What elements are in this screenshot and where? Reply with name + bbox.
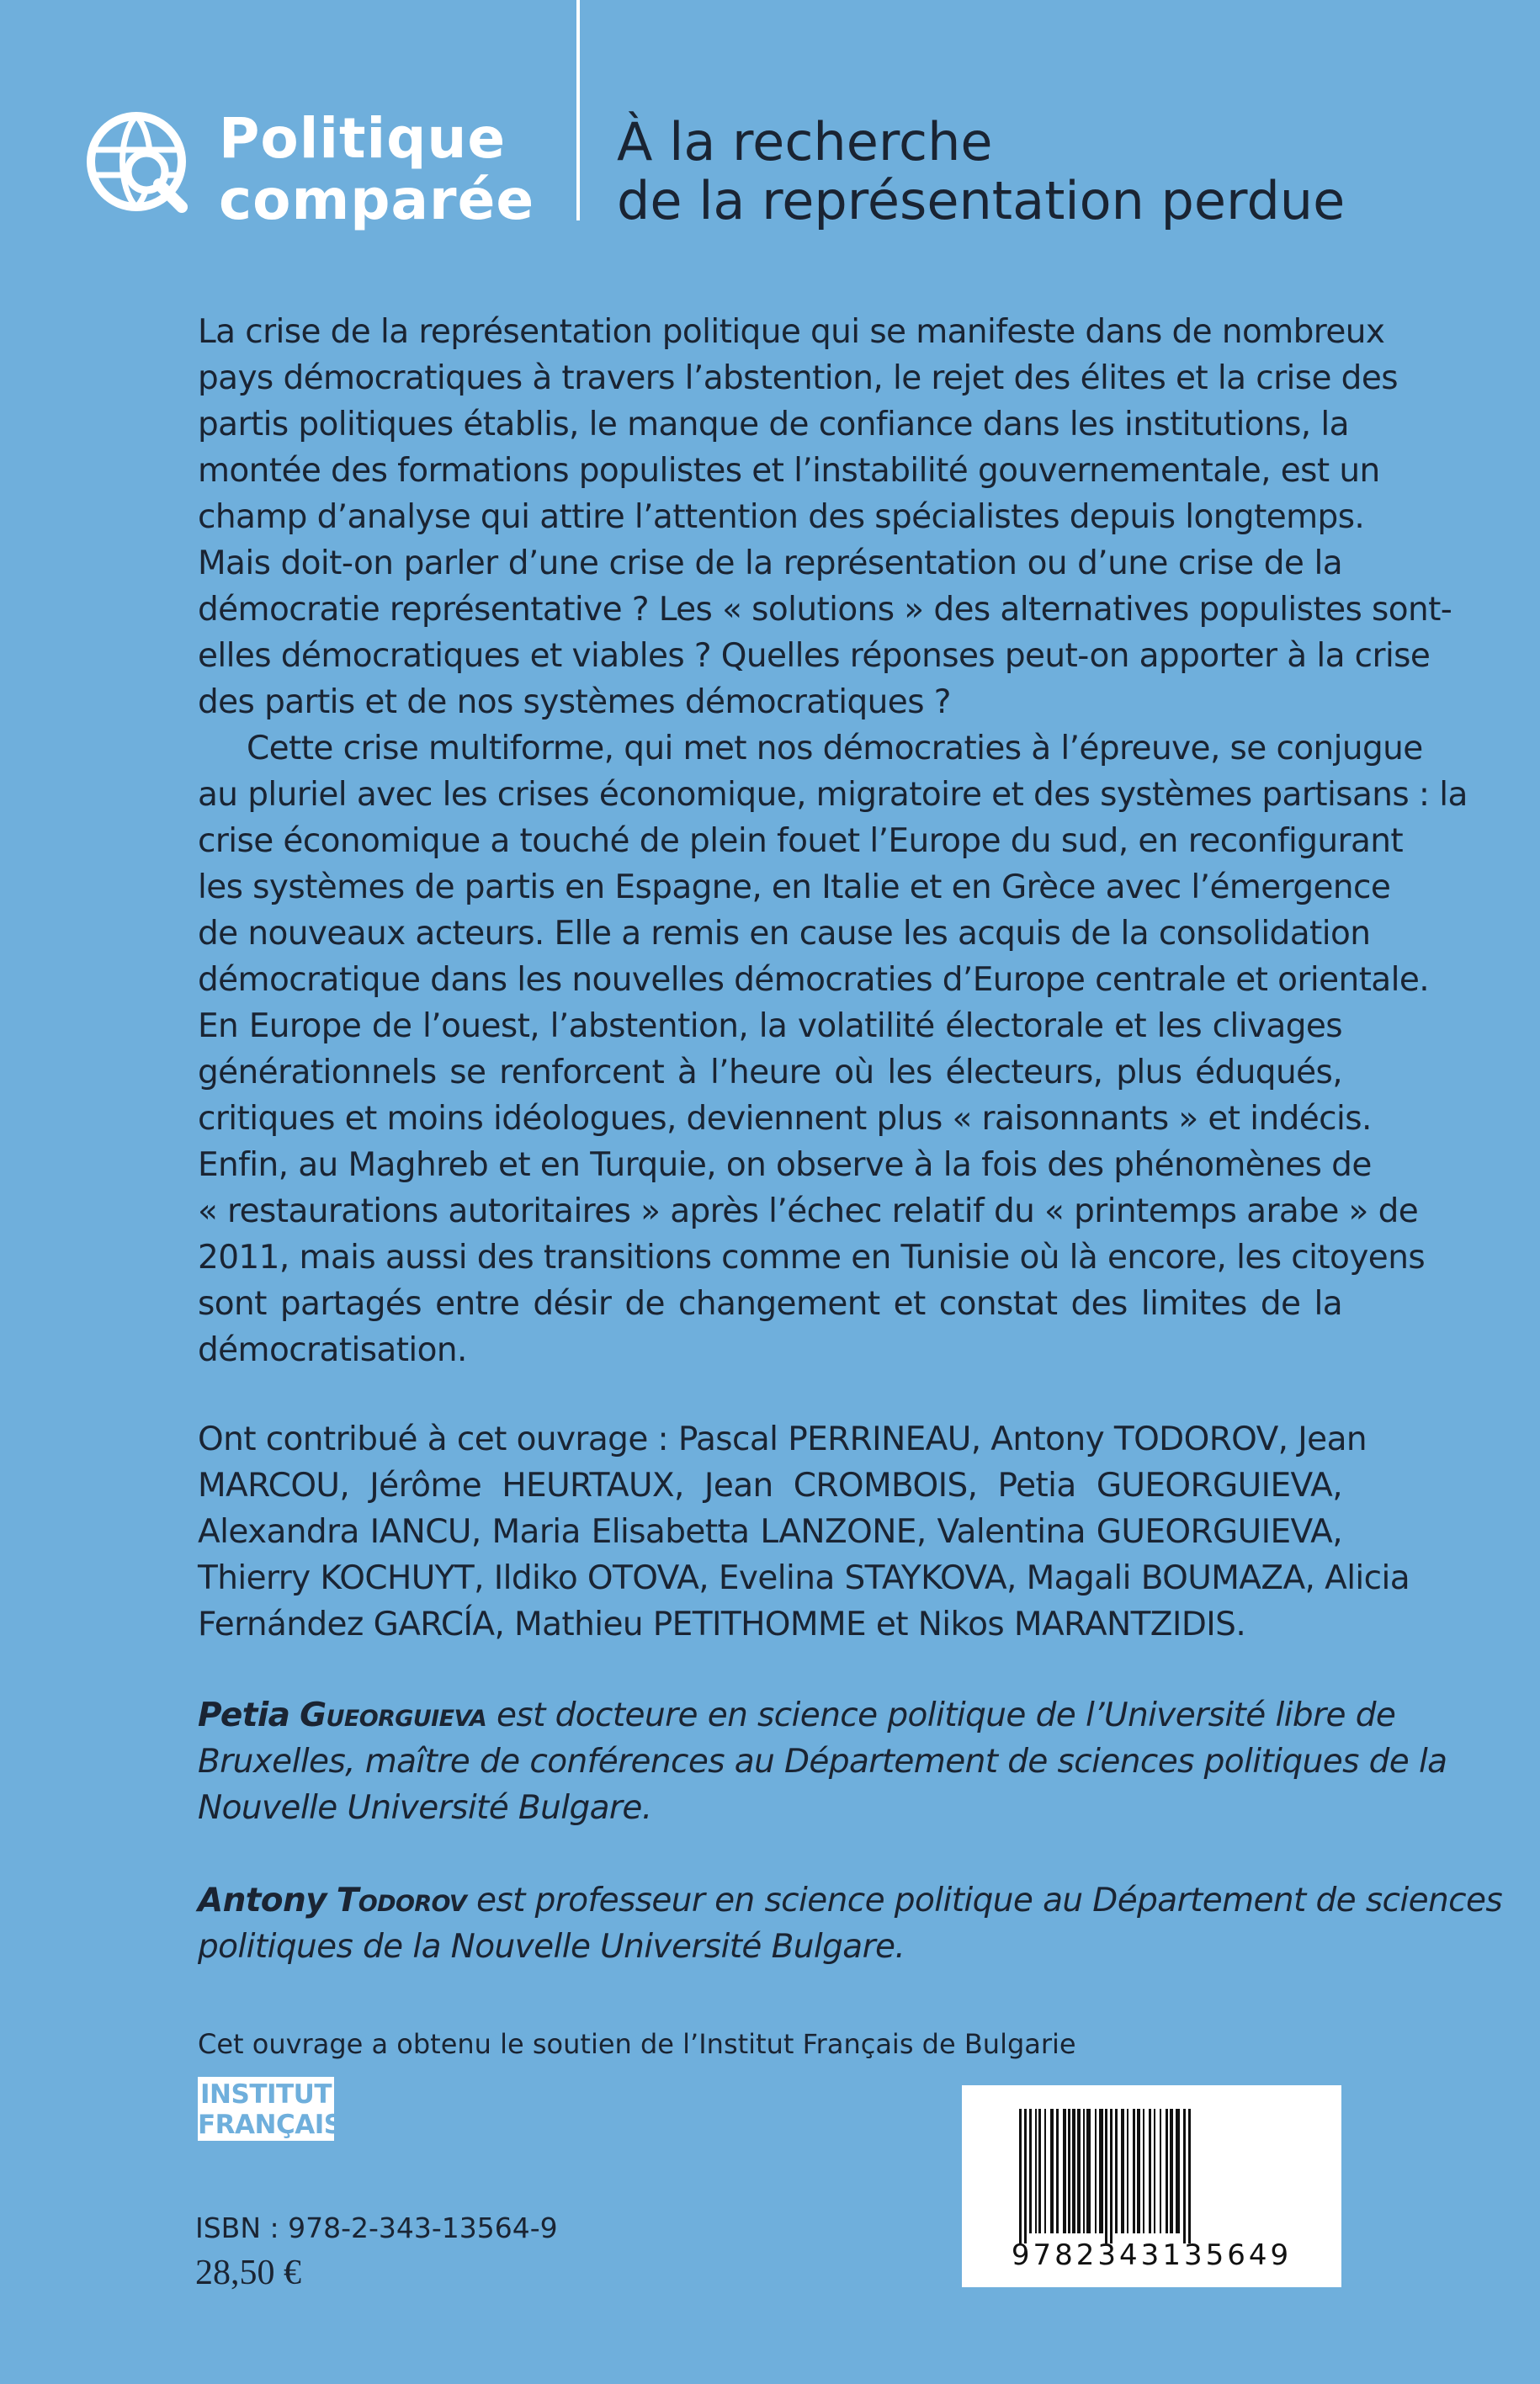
barcode-bar <box>1095 2109 1097 2233</box>
support-notice: Cet ouvrage a obtenu le soutien de l’Institut Français de Bulgarie <box>198 2028 1076 2060</box>
bio-text: est professeur en science politique au Département de sciences <box>466 1882 1503 1919</box>
series-name-line2: comparée <box>219 167 535 232</box>
barcode-bar <box>1086 2109 1091 2233</box>
barcode-bar <box>1149 2109 1151 2233</box>
barcode-bar <box>1176 2109 1180 2233</box>
barcode-bar <box>1105 2109 1107 2243</box>
barcode-bar <box>1133 2109 1135 2233</box>
text-line: Thierry KOCHUYT, Ildiko OTOVA, Evelina STAYKOVA, Magali BOUMAZA, Alicia <box>198 1559 1410 1597</box>
barcode-bar <box>1166 2109 1168 2233</box>
text-line: MARCOU, Jérôme HEURTAUX, Jean CROMBOIS, Petia GUEORGUIEVA, <box>198 1467 1342 1505</box>
text-line: Alexandra IANCU, Maria Elisabetta LANZONE, Valentina GUEORGUIEVA, <box>198 1513 1342 1551</box>
barcode-bar <box>1183 2109 1186 2243</box>
barcode-bar <box>1110 2109 1113 2243</box>
barcode-bar <box>1127 2109 1128 2233</box>
text-line: les systèmes de partis en Espagne, en Italie et en Grèce avec l’émergence <box>198 868 1391 906</box>
barcode-bar <box>1121 2109 1124 2233</box>
author-last-name: Todorov <box>336 1882 467 1919</box>
book-title-line1: À la recherche <box>617 111 993 173</box>
text-line: au pluriel avec les crises économique, migratoire et des systèmes partisans : la <box>198 776 1468 814</box>
text-line: critiques et moins idéologues, deviennent plus « raisonnants » et indécis. <box>198 1100 1372 1138</box>
barcode-bar <box>1035 2109 1037 2233</box>
barcode-bar <box>1160 2109 1161 2233</box>
author-first-name: Petia <box>198 1696 290 1734</box>
text-line: montée des formations populistes et l’instabilité gouvernementale, est un <box>198 452 1380 490</box>
text-line <box>198 1696 1396 1736</box>
text-line: démocratisation. <box>198 1331 467 1369</box>
price: 28,50 € <box>195 2254 301 2292</box>
barcode-bar <box>1083 2109 1085 2233</box>
text-line: Cette crise multiforme, qui met nos démocraties à l’épreuve, se conjugue <box>247 730 1423 767</box>
text-line: Mais doit-on parler d’une crise de la représentation ou d’une crise de la <box>198 544 1342 582</box>
barcode-bar <box>1115 2109 1118 2233</box>
institut-logo-line1: INSTITUT <box>200 2079 332 2110</box>
barcode-bar <box>1063 2109 1066 2233</box>
barcode-bar <box>1188 2109 1191 2243</box>
author-first-name: Antony <box>198 1882 327 1919</box>
text-line: Nouvelle Université Bulgare. <box>198 1789 652 1827</box>
barcode-bar <box>1019 2109 1022 2243</box>
text-line: des partis et de nos systèmes démocratiques ? <box>198 683 951 721</box>
barcode-bar <box>1024 2109 1027 2243</box>
text-line: « restaurations autoritaires » après l’échec relatif du « printemps arabe » de <box>198 1192 1419 1230</box>
text-line: sont partagés entre désir de changement et constat des limites de la <box>198 1285 1342 1323</box>
text-line: démocratie représentative ? Les « solutions » des alternatives populistes sont- <box>198 591 1452 629</box>
text-line: démocratique dans les nouvelles démocraties d’Europe centrale et orientale. <box>198 961 1430 999</box>
barcode <box>962 2085 1341 2287</box>
text-line: Fernández GARCÍA, Mathieu PETITHOMME et Nikos MARANTZIDIS. <box>198 1606 1246 1643</box>
text-line <box>198 1882 1503 1921</box>
header-divider <box>576 0 580 220</box>
barcode-bar <box>1099 2109 1103 2233</box>
barcode-bar <box>1056 2109 1059 2233</box>
text-line: En Europe de l’ouest, l’abstention, la volatilité électorale et les clivages <box>198 1007 1342 1045</box>
barcode-bar <box>1154 2109 1155 2233</box>
text-line: pays démocratiques à travers l’abstention, le rejet des élites et la crise des <box>198 359 1398 397</box>
globe-magnifier-icon <box>84 109 195 220</box>
text-line: partis politiques établis, le manque de confiance dans les institutions, la <box>198 406 1349 443</box>
institut-francais-logo <box>198 2077 343 2141</box>
text-line: elles démocratiques et viables ? Quelles réponses peut-on apporter à la crise <box>198 637 1431 675</box>
text-line: 2011, mais aussi des transitions comme en Tunisie où là encore, les citoyens <box>198 1239 1426 1277</box>
barcode-bar <box>1137 2109 1140 2233</box>
text-line: politiques de la Nouvelle Université Bulgare. <box>198 1928 905 1966</box>
barcode-bar <box>1072 2109 1075 2233</box>
text-line: de nouveaux acteurs. Elle a remis en cause les acquis de la consolidation <box>198 915 1371 953</box>
text-line: générationnels se renforcent à l’heure où les électeurs, plus éduqués, <box>198 1054 1342 1091</box>
isbn: ISBN : 978-2-343-13564-9 <box>195 2211 558 2244</box>
text-line: Enfin, au Maghreb et en Turquie, on observe à la fois des phénomènes de <box>198 1146 1372 1184</box>
bio-text: est docteure en science politique de l’Université libre de <box>486 1696 1396 1734</box>
barcode-bar <box>1170 2109 1173 2233</box>
text-line: champ d’analyse qui attire l’attention des spécialistes depuis longtemps. <box>198 498 1365 536</box>
text-line: Bruxelles, maître de conférences au Département de sciences politiques de la <box>198 1743 1447 1781</box>
author-last-name: Gueorguieva <box>300 1696 487 1734</box>
text-line: crise économique a touché de plein fouet l’Europe du sud, en reconfigurant <box>198 822 1404 860</box>
book-title-line2: de la représentation perdue <box>617 170 1346 231</box>
barcode-bar <box>1068 2109 1070 2233</box>
barcode-bar <box>1044 2109 1046 2233</box>
barcode-bar <box>1143 2109 1144 2233</box>
text-line: Ont contribué à cet ouvrage : Pascal PERRINEAU, Antony TODOROV, Jean <box>198 1420 1367 1458</box>
barcode-bar <box>1038 2109 1041 2233</box>
barcode-digits: 9782343135649 <box>1011 2238 1293 2272</box>
barcode-bar <box>1050 2109 1054 2233</box>
barcode-bar <box>1029 2109 1032 2233</box>
text-line: La crise de la représentation politique qui se manifeste dans de nombreux <box>198 313 1385 351</box>
institut-logo-line2: FRANÇAIS <box>198 2110 343 2140</box>
barcode-bar <box>1077 2109 1081 2233</box>
series-name-line1: Politique <box>219 106 507 171</box>
